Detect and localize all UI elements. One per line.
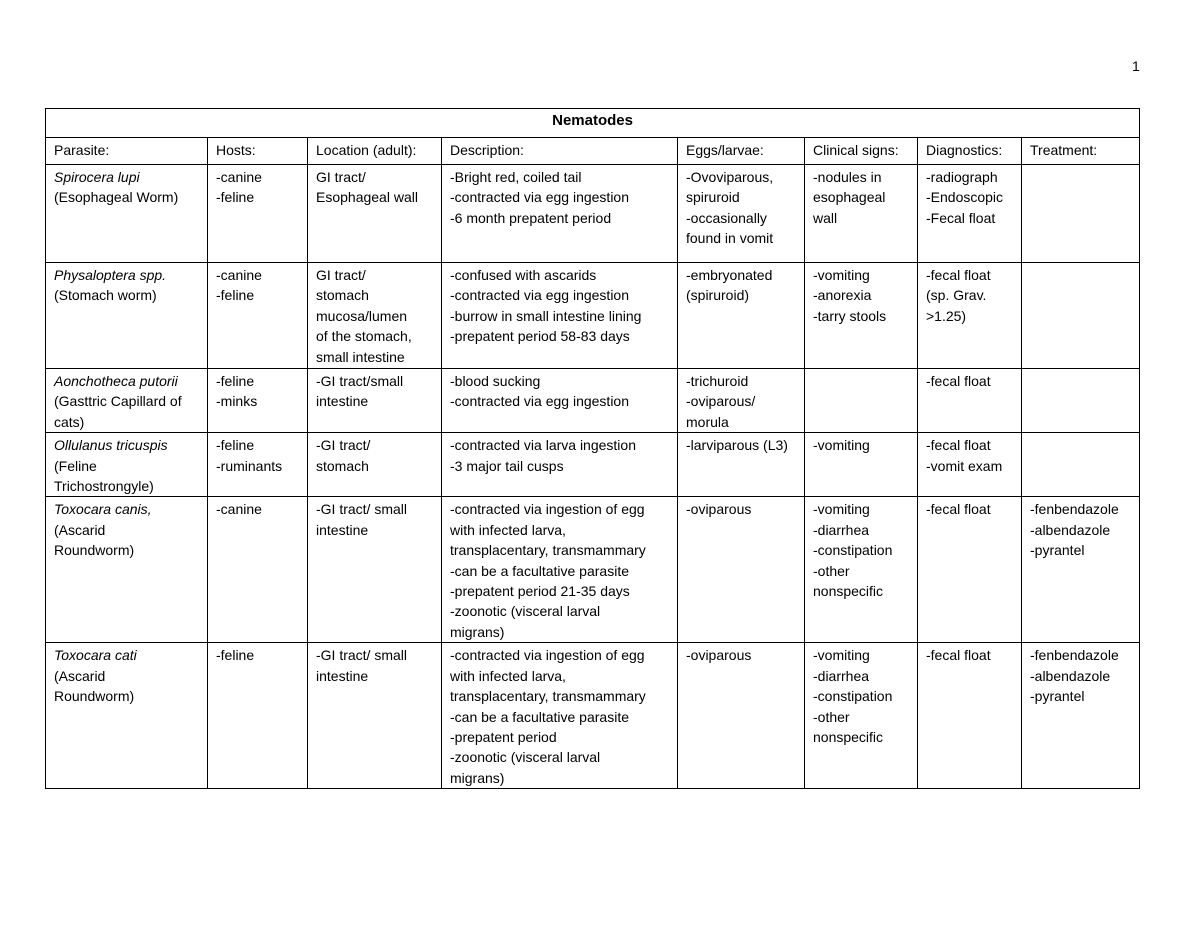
diagnostics-cell — [918, 497, 1022, 643]
parasite-scientific-name: Physaloptera spp. — [54, 267, 167, 283]
parasite-cell — [46, 497, 208, 643]
eggs-cell — [678, 643, 805, 789]
cell-line: small intestine — [316, 348, 405, 365]
cell-line: transplacentary, transmammary — [450, 688, 646, 705]
parasite-common-name: cats) — [54, 413, 85, 430]
cell-line: -vomit exam — [926, 457, 1003, 474]
cell-line: -anorexia — [813, 287, 872, 304]
cell-line: esophageal — [813, 189, 886, 206]
location-cell — [308, 165, 442, 263]
cell-line: -minks — [216, 393, 258, 410]
cell-line: Esophageal wall — [316, 189, 418, 206]
cell-line: -fecal float — [926, 373, 991, 389]
cell-line: -fecal float — [926, 647, 991, 664]
cell-line: -pyrantel — [1030, 688, 1085, 705]
cell-line: found in vomit — [686, 230, 774, 247]
parasite-scientific-name: Ollulanus tricuspis — [54, 437, 168, 454]
cell-line: spiruroid — [686, 189, 740, 206]
cell-line: -embryonated — [686, 267, 773, 283]
cell-line: -ruminants — [216, 457, 283, 474]
treatment-cell — [1022, 369, 1140, 433]
table-row — [46, 263, 1140, 369]
cell-line: stomach — [316, 287, 369, 304]
parasite-scientific-name: Toxocara canis, — [54, 501, 152, 518]
parasite-cell — [46, 643, 208, 789]
cell-line: -tarry stools — [813, 307, 887, 324]
parasite-common-name: (Ascarid — [54, 521, 106, 538]
cell-line: -canine — [216, 501, 262, 518]
cell-line: -vomiting — [813, 437, 870, 454]
cell-line: -canine — [216, 267, 262, 283]
eggs-cell — [678, 497, 805, 643]
cell-line: -albendazole — [1030, 667, 1111, 684]
location-cell — [308, 643, 442, 789]
cell-line: -vomiting — [813, 501, 870, 518]
cell-line: >1.25) — [926, 307, 967, 324]
table-row — [46, 433, 1140, 497]
cell-line: (sp. Grav. — [926, 287, 987, 304]
parasite-common-name: (Stomach worm) — [54, 287, 157, 304]
cell-line: -contracted via egg ingestion — [450, 393, 629, 410]
cell-line: -contracted via egg ingestion — [450, 287, 629, 304]
cell-line: migrans) — [450, 623, 505, 640]
cell-line: -constipation — [813, 688, 893, 705]
cell-line: -larviparous (L3) — [686, 437, 788, 454]
hosts-cell — [208, 369, 308, 433]
clinical-signs-cell — [805, 433, 918, 497]
cell-line: migrans) — [450, 769, 505, 786]
cell-line: -vomiting — [813, 647, 870, 664]
cell-line: -oviparous/ — [686, 393, 756, 410]
cell-line: -other — [813, 562, 850, 579]
clinical-signs-cell — [805, 497, 918, 643]
cell-line: -diarrhea — [813, 521, 870, 538]
column-header: Eggs/larvae: — [678, 138, 805, 165]
cell-line: stomach — [316, 457, 369, 474]
hosts-cell — [208, 433, 308, 497]
cell-line: -contracted via ingestion of egg — [450, 501, 645, 518]
cell-line: -canine — [216, 169, 262, 185]
table-row — [46, 369, 1140, 433]
eggs-cell — [678, 165, 805, 263]
description-cell — [442, 497, 678, 643]
cell-line: nonspecific — [813, 583, 884, 600]
column-header: Description: — [442, 138, 678, 165]
description-cell — [442, 369, 678, 433]
cell-line: wall — [813, 209, 838, 226]
cell-line: intestine — [316, 393, 369, 410]
cell-line: -Fecal float — [926, 209, 996, 226]
clinical-signs-cell — [805, 165, 918, 263]
cell-line: -GI tract/small — [316, 373, 404, 389]
parasite-cell — [46, 369, 208, 433]
cell-line: -Endoscopic — [926, 189, 1004, 206]
column-header: Parasite: — [46, 138, 208, 165]
location-cell — [308, 369, 442, 433]
cell-line: -trichuroid — [686, 373, 749, 389]
clinical-signs-cell — [805, 263, 918, 369]
cell-line: intestine — [316, 521, 369, 538]
diagnostics-cell — [918, 165, 1022, 263]
parasite-common-name: Roundworm) — [54, 688, 135, 705]
column-header: Diagnostics: — [918, 138, 1022, 165]
cell-line: -confused with ascarids — [450, 267, 597, 283]
eggs-cell — [678, 369, 805, 433]
cell-line: -blood sucking — [450, 373, 541, 389]
parasite-common-name: Roundworm) — [54, 542, 135, 559]
hosts-cell — [208, 497, 308, 643]
eggs-cell — [678, 433, 805, 497]
cell-line: -diarrhea — [813, 667, 870, 684]
cell-line: -GI tract/ small — [316, 647, 408, 664]
table-title: Nematodes — [46, 109, 1140, 138]
hosts-cell — [208, 263, 308, 369]
cell-line: -can be a facultative parasite — [450, 708, 629, 725]
cell-line: -feline — [216, 373, 255, 389]
column-header: Treatment: — [1022, 138, 1140, 165]
parasite-cell — [46, 263, 208, 369]
nematodes-table — [45, 108, 1140, 789]
parasite-cell — [46, 433, 208, 497]
cell-line: with infected larva, — [450, 521, 566, 538]
clinical-signs-cell — [805, 369, 918, 433]
cell-line: mucosa/lumen — [316, 307, 408, 324]
cell-line: -fenbendazole — [1030, 501, 1119, 518]
cell-line: -oviparous — [686, 501, 752, 518]
hosts-cell — [208, 643, 308, 789]
cell-line: -fecal float — [926, 267, 991, 283]
cell-line: -Bright red, coiled tail — [450, 169, 582, 185]
cell-line: -burrow in small intestine lining — [450, 307, 642, 324]
parasite-common-name: Trichostrongyle) — [54, 478, 154, 495]
cell-line: -vomiting — [813, 267, 870, 283]
cell-line: (spiruroid) — [686, 287, 750, 304]
diagnostics-cell — [918, 263, 1022, 369]
description-cell — [442, 433, 678, 497]
diagnostics-cell — [918, 433, 1022, 497]
parasite-common-name: (Esophageal Worm) — [54, 189, 179, 206]
cell-line: -contracted via larva ingestion — [450, 437, 636, 454]
header-row — [46, 138, 1140, 165]
cell-line: -nodules in — [813, 169, 882, 185]
parasite-common-name: (Ascarid — [54, 667, 106, 684]
eggs-cell — [678, 263, 805, 369]
cell-line: -occasionally — [686, 209, 767, 226]
parasite-scientific-name: Toxocara cati — [54, 647, 137, 664]
description-cell — [442, 263, 678, 369]
cell-line: -3 major tail cusps — [450, 457, 564, 474]
cell-line: -contracted via egg ingestion — [450, 189, 629, 206]
parasite-scientific-name: Aonchotheca putorii — [54, 373, 178, 389]
column-header: Hosts: — [208, 138, 308, 165]
treatment-cell — [1022, 433, 1140, 497]
location-cell — [308, 263, 442, 369]
column-header: Location (adult): — [308, 138, 442, 165]
cell-line: -feline — [216, 647, 255, 664]
cell-line: GI tract/ — [316, 169, 366, 185]
cell-line: -fecal float — [926, 437, 991, 454]
table-row — [46, 497, 1140, 643]
cell-line: -prepatent period 58-83 days — [450, 328, 630, 345]
cell-line: -prepatent period — [450, 728, 557, 745]
cell-line: -feline — [216, 437, 255, 454]
cell-line: -pyrantel — [1030, 542, 1085, 559]
cell-line: -fecal float — [926, 501, 991, 518]
diagnostics-cell — [918, 643, 1022, 789]
treatment-cell — [1022, 497, 1140, 643]
cell-line: -zoonotic (visceral larval — [450, 749, 601, 766]
location-cell — [308, 433, 442, 497]
diagnostics-cell — [918, 369, 1022, 433]
parasite-scientific-name: Spirocera lupi — [54, 169, 140, 185]
description-cell — [442, 165, 678, 263]
treatment-cell — [1022, 643, 1140, 789]
cell-line: -can be a facultative parasite — [450, 562, 629, 579]
clinical-signs-cell — [805, 643, 918, 789]
cell-line: with infected larva, — [450, 667, 566, 684]
cell-line: -oviparous — [686, 647, 752, 664]
table-body — [46, 165, 1140, 789]
cell-line: transplacentary, transmammary — [450, 542, 646, 559]
cell-line: -constipation — [813, 542, 893, 559]
cell-line: -GI tract/ — [316, 437, 371, 454]
cell-line: intestine — [316, 667, 369, 684]
table-row — [46, 643, 1140, 789]
treatment-cell — [1022, 165, 1140, 263]
cell-line: -Ovoviparous, — [686, 169, 774, 185]
cell-line: morula — [686, 413, 729, 430]
cell-line: -other — [813, 708, 850, 725]
cell-line: -albendazole — [1030, 521, 1111, 538]
description-cell — [442, 643, 678, 789]
cell-line: -prepatent period 21-35 days — [450, 583, 630, 600]
cell-line: -6 month prepatent period — [450, 209, 612, 226]
cell-line: -radiograph — [926, 169, 998, 185]
parasite-common-name: (Feline — [54, 457, 97, 474]
cell-line: -fenbendazole — [1030, 647, 1119, 664]
cell-line: -feline — [216, 189, 255, 206]
parasite-common-name: (Gasttric Capillard of — [54, 393, 182, 410]
table-row — [46, 165, 1140, 263]
column-header: Clinical signs: — [805, 138, 918, 165]
cell-line: -GI tract/ small — [316, 501, 408, 518]
cell-line: -contracted via ingestion of egg — [450, 647, 645, 664]
treatment-cell — [1022, 263, 1140, 369]
parasite-cell — [46, 165, 208, 263]
cell-line: nonspecific — [813, 728, 884, 745]
cell-line: GI tract/ — [316, 267, 366, 283]
cell-line: of the stomach, — [316, 328, 412, 345]
hosts-cell — [208, 165, 308, 263]
cell-line: -feline — [216, 287, 255, 304]
location-cell — [308, 497, 442, 643]
page-number: 1 — [1132, 58, 1140, 74]
cell-line: -zoonotic (visceral larval — [450, 603, 601, 620]
